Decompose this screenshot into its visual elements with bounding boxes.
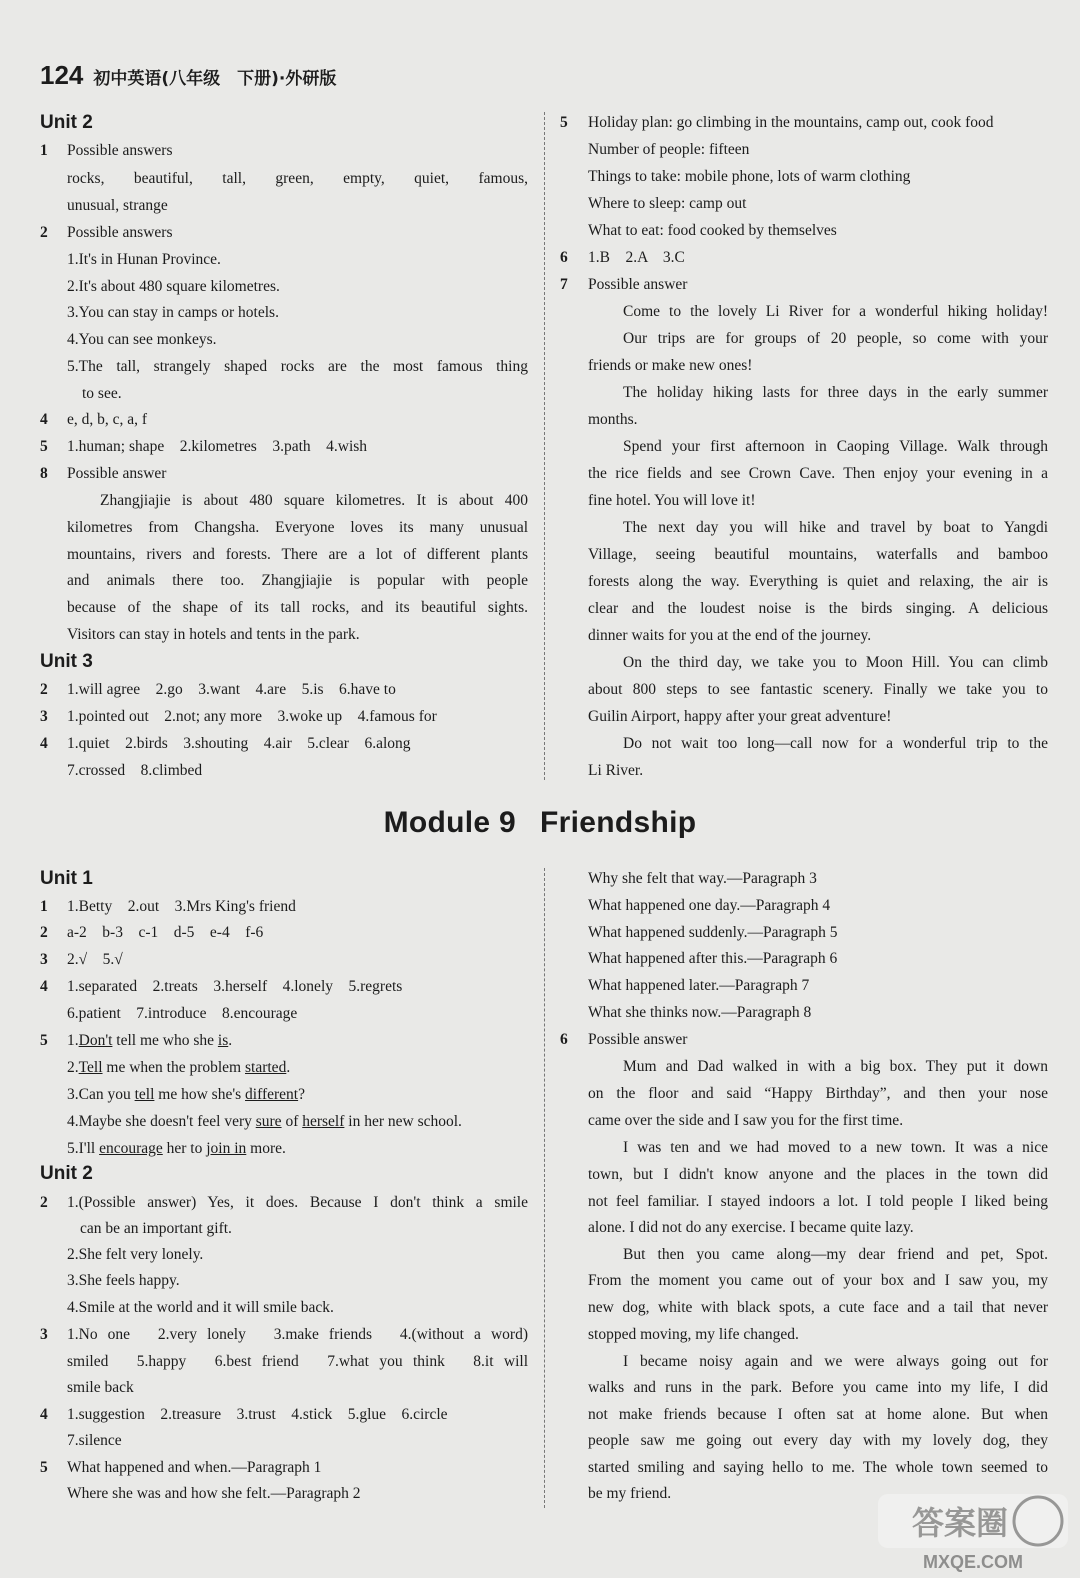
exercise-number: 4 [40,735,48,752]
exercise-number: 6 [560,249,568,266]
answer-line: 5.The tall, strangely shaped rocks are the most famous thing [67,358,528,375]
exercise-5 [40,1458,528,1478]
essay-line: On the third day, we take you to Moon Hill. You can climb [623,654,1048,671]
exercise-4 [40,410,528,430]
site-watermark-logo [878,1494,1068,1572]
essay-line: be my friend. [588,1485,672,1502]
column-divider [544,112,545,780]
exercise-number: 8 [40,465,48,482]
text: in her new school. [344,1113,462,1130]
answer-line: 4.Smile at the world and it will smile back. [67,1299,334,1316]
text: me how she's [154,1086,246,1103]
answer-line: to see. [82,385,122,402]
essay-line: new dog, white with black spots, a cute face and a tail that never [588,1299,1048,1316]
answer-line: What she thinks now.—Paragraph 8 [588,1004,812,1021]
answer-line: 3.You can stay in camps or hotels. [67,304,279,321]
text: 3.Can you [67,1086,135,1103]
underlined-word: tell [134,1086,155,1103]
answer-line: unusual, strange [67,197,168,214]
answer-line: What happened later.—Paragraph 7 [588,977,810,994]
exercise-1 [40,141,528,161]
exercise-6 [560,1030,1048,1050]
essay-line: Do not wait too long—call now for a wonderful trip to the [623,735,1048,752]
answer-line: 1.human; shape 2.kilometres 3.path 4.wish [67,438,368,455]
text: . [228,1032,233,1049]
text: her to [162,1140,207,1157]
essay-line: mountains, rivers and forests. There are a lot of different plants [67,546,528,563]
answer-line: can be an important gift. [80,1220,232,1237]
page-number: 124 [40,60,84,90]
essay-line: forests along the way. Everything is quiet and relaxing, the air is [588,573,1048,590]
exercise-number: 4 [40,1406,48,1423]
answer-line: 1.It's in Hunan Province. [67,251,221,268]
exercise-number: 6 [560,1031,568,1048]
essay-line: not feel familiar. I stayed indoors a lot. I told people I liked being [588,1193,1048,1210]
essay-line: friends or make new ones! [588,357,753,374]
answer-line: Things to take: mobile phone, lots of warm clothing [588,168,911,185]
essay-line: clear and the loudest noise is the birds singing. A delicious [588,600,1048,617]
answer-line: smile back [67,1379,134,1396]
exercise-2 [40,223,528,243]
sentence-line [67,1112,528,1132]
essay-line: Village, seeing beautiful mountains, waterfalls and bamboo [588,546,1048,563]
exercise-4 [40,977,528,997]
lower-left-column [40,866,528,1516]
essay-line: kilometres from Changsha. Everyone loves its many unusual [67,519,528,536]
text: me when the problem [102,1059,245,1076]
answer-line: Where to sleep: camp out [588,195,747,212]
column-divider [544,868,545,1508]
answer-line: 1.B 2.A 3.C [588,249,685,266]
underlined-word: is [217,1032,229,1049]
essay-line: about 800 steps to see fantastic scenery. Finally we take you to [588,681,1048,698]
lower-right-column [560,866,1048,1516]
essay-line: the rice fields and see Crown Cave. Then enjoy your evening in a [588,465,1048,482]
answer-line: Where she was and how she felt.—Paragraph 2 [67,1485,361,1502]
essay-line: Mum and Dad walked in with a big box. They put it down [623,1058,1048,1075]
essay-line: came over the side and I saw you for the first time. [588,1112,904,1129]
essay-line: started smiling and saying hello to me. The whole town seemed to [588,1459,1048,1476]
underlined-word: Don't [78,1032,113,1049]
upper-right-column [560,110,1048,790]
text: 4.Maybe she doesn't feel very [67,1113,256,1130]
essay-line: The next day you will hike and travel by boat to Yangdi [623,519,1048,536]
answer-label: Possible answer [588,276,688,293]
answer-label: Possible answer [588,1031,688,1048]
answer-line: 1.separated 2.treats 3.herself 4.lonely 5.regrets [67,978,403,995]
unit-heading: Unit 2 [40,1163,93,1184]
essay-line: I was ten and we had moved to a new town. It was a nice [623,1139,1048,1156]
unit-heading: Unit 1 [40,868,93,889]
essay-line: alone. I did not do any exercise. I became quite lazy. [588,1219,914,1236]
unit-heading: Unit 2 [40,112,93,133]
sentence-line [67,1031,528,1051]
essay-line: Our trips are for groups of 20 people, so come with your [623,330,1048,347]
exercise-number: 3 [40,708,48,725]
exercise-number: 5 [40,1459,48,1476]
exercise-number: 4 [40,411,48,428]
text: 5.I'll [67,1140,100,1157]
answer-line: 2.It's about 480 square kilometres. [67,278,280,295]
exercise-number: 5 [40,1032,48,1049]
text: . [286,1059,291,1076]
answer-line: 2.√ 5.√ [67,951,123,968]
text: 2. [67,1059,79,1076]
essay-line: because of the shape of its tall rocks, and its beautiful sights. [67,599,528,616]
answer-label: Possible answers [67,224,173,241]
answer-line: smiled 5.happy 6.best friend 7.what you think 8.it will [67,1353,528,1370]
answer-line: Holiday plan: go climbing in the mountains, camp out, cook food [588,114,994,131]
answer-line: What happened suddenly.—Paragraph 5 [588,924,838,941]
text: of [281,1113,303,1130]
text: tell me who she [112,1032,218,1049]
exercise-number: 2 [40,924,48,941]
underlined-word: encourage [99,1140,163,1157]
essay-line: From the moment you came out of your box and I saw you, my [588,1272,1048,1289]
exercise-number: 7 [560,276,568,293]
answer-label: Possible answers [67,142,173,159]
exercise-number: 1 [40,142,48,159]
essay-line: But then you came along—my dear friend and pet, Spot. [623,1246,1048,1263]
essay-line: and animals there too. Zhangjiajie is popular with people [67,572,528,589]
exercise-5 [40,437,528,457]
essay-line: I became noisy again and we were always going out for [623,1353,1048,1370]
essay-line: Come to the lovely Li River for a wonderful hiking holiday! [623,303,1048,320]
underlined-word: different [245,1086,299,1103]
essay-line: The holiday hiking lasts for three days in the early summer [623,384,1048,401]
essay-line: Li River. [588,762,644,779]
underlined-word: started [245,1059,287,1076]
exercise-number: 4 [40,978,48,995]
answer-line: What happened after this.—Paragraph 6 [588,950,838,967]
exercise-number: 2 [40,681,48,698]
essay-line: not make friends because I often sat at home alone. But when [588,1406,1048,1423]
exercise-6 [560,248,1048,268]
sentence-line [67,1139,528,1159]
essay-line: Guilin Airport, happy after your great adventure! [588,708,892,725]
answer-line: Number of people: fifteen [588,141,750,158]
exercise-number: 3 [40,951,48,968]
essay-line: walks and runs in the park. Before you came into my life, I did [588,1379,1048,1396]
sentence-line [67,1085,528,1105]
page-header [40,60,336,94]
answer-line: 4.You can see monkeys. [67,331,217,348]
answer-label: Possible answer [67,465,167,482]
answer-line: 1.will agree 2.go 3.want 4.are 5.is 6.have to [67,681,396,698]
essay-line: Visitors can stay in hotels and tents in the park. [67,626,360,643]
essay-line: dinner waits for you at the end of the journey. [588,627,872,644]
answer-line: What to eat: food cooked by themselves [588,222,837,239]
answer-line: 1.No one 2.very lonely 3.make friends 4.(without a word) [67,1326,528,1343]
exercise-3 [40,707,528,727]
answer-line: 1.pointed out 2.not; any more 3.woke up 4.famous for [67,708,437,725]
answer-line: Why she felt that way.—Paragraph 3 [588,870,817,887]
unit-heading: Unit 3 [40,651,93,672]
answer-line: 6.patient 7.introduce 8.encourage [67,1005,298,1022]
module-title [0,806,1080,840]
essay-line: town, but I didn't know anyone and the places in the town did [588,1166,1048,1183]
exercise-7 [560,275,1048,295]
exercise-8 [40,464,528,484]
exercise-number: 5 [560,114,568,131]
answer-line: 2.She felt very lonely. [67,1246,204,1263]
exercise-number: 3 [40,1326,48,1343]
essay-line: people saw me going out every day with my lovely dog, they [588,1432,1048,1449]
answer-line: a-2 b-3 c-1 d-5 e-4 f-6 [67,924,264,941]
exercise-1 [40,897,528,917]
module-label: Module 9 [383,806,517,839]
essay-line: months. [588,411,638,428]
underlined-word: join in [206,1140,247,1157]
underlined-word: sure [255,1113,282,1130]
text: 1. [67,1032,79,1049]
answer-line: What happened one day.—Paragraph 4 [588,897,831,914]
underlined-word: herself [302,1113,345,1130]
module-name: Friendship [540,806,697,839]
exercise-4 [40,1405,528,1425]
answer-line: e, d, b, c, a, f [67,411,148,428]
exercise-number: 1 [40,898,48,915]
exercise-number: 2 [40,224,48,241]
answer-line: What happened and when.—Paragraph 1 [67,1459,322,1476]
book-title: 初中英语(八年级 下册)·外研版 [93,69,337,89]
text: more. [246,1140,286,1157]
essay-line: stopped moving, my life changed. [588,1326,799,1343]
exercise-2 [40,680,528,700]
essay-line: Zhangjiajie is about 480 square kilometres. It is about 400 [100,492,528,509]
essay-line: on the floor and said “Happy Birthday”, and then your nose [588,1085,1048,1102]
svg-text:答案圈: 答案圈 [911,1504,1009,1542]
exercise-3 [40,950,528,970]
exercise-number: 5 [40,438,48,455]
upper-left-column [40,110,528,790]
answer-line: rocks, beautiful, tall, green, empty, quiet, famous, [67,170,528,187]
essay-line: fine hotel. You will love it! [588,492,756,509]
answer-line: 1.Betty 2.out 3.Mrs King's friend [67,898,296,915]
exercise-number: 2 [40,1194,48,1211]
answer-line: 3.She feels happy. [67,1272,180,1289]
answer-line: 1.(Possible answer) Yes, it does. Because I don't think a smile [67,1194,528,1211]
answer-line: 1.quiet 2.birds 3.shouting 4.air 5.clear 6.along [67,735,411,752]
exercise-4 [40,734,528,754]
svg-text:MXQE.COM: MXQE.COM [922,1552,1024,1572]
essay-line: Spend your first afternoon in Caoping Village. Walk through [623,438,1048,455]
answer-line: 7.silence [67,1432,122,1449]
exercise-2 [40,923,528,943]
sentence-line [67,1058,528,1078]
text: ? [298,1086,305,1103]
answer-line: 1.suggestion 2.treasure 3.trust 4.stick 5.glue 6.circle [67,1406,448,1423]
answer-line: 7.crossed 8.climbed [67,762,203,779]
underlined-word: Tell [78,1059,103,1076]
